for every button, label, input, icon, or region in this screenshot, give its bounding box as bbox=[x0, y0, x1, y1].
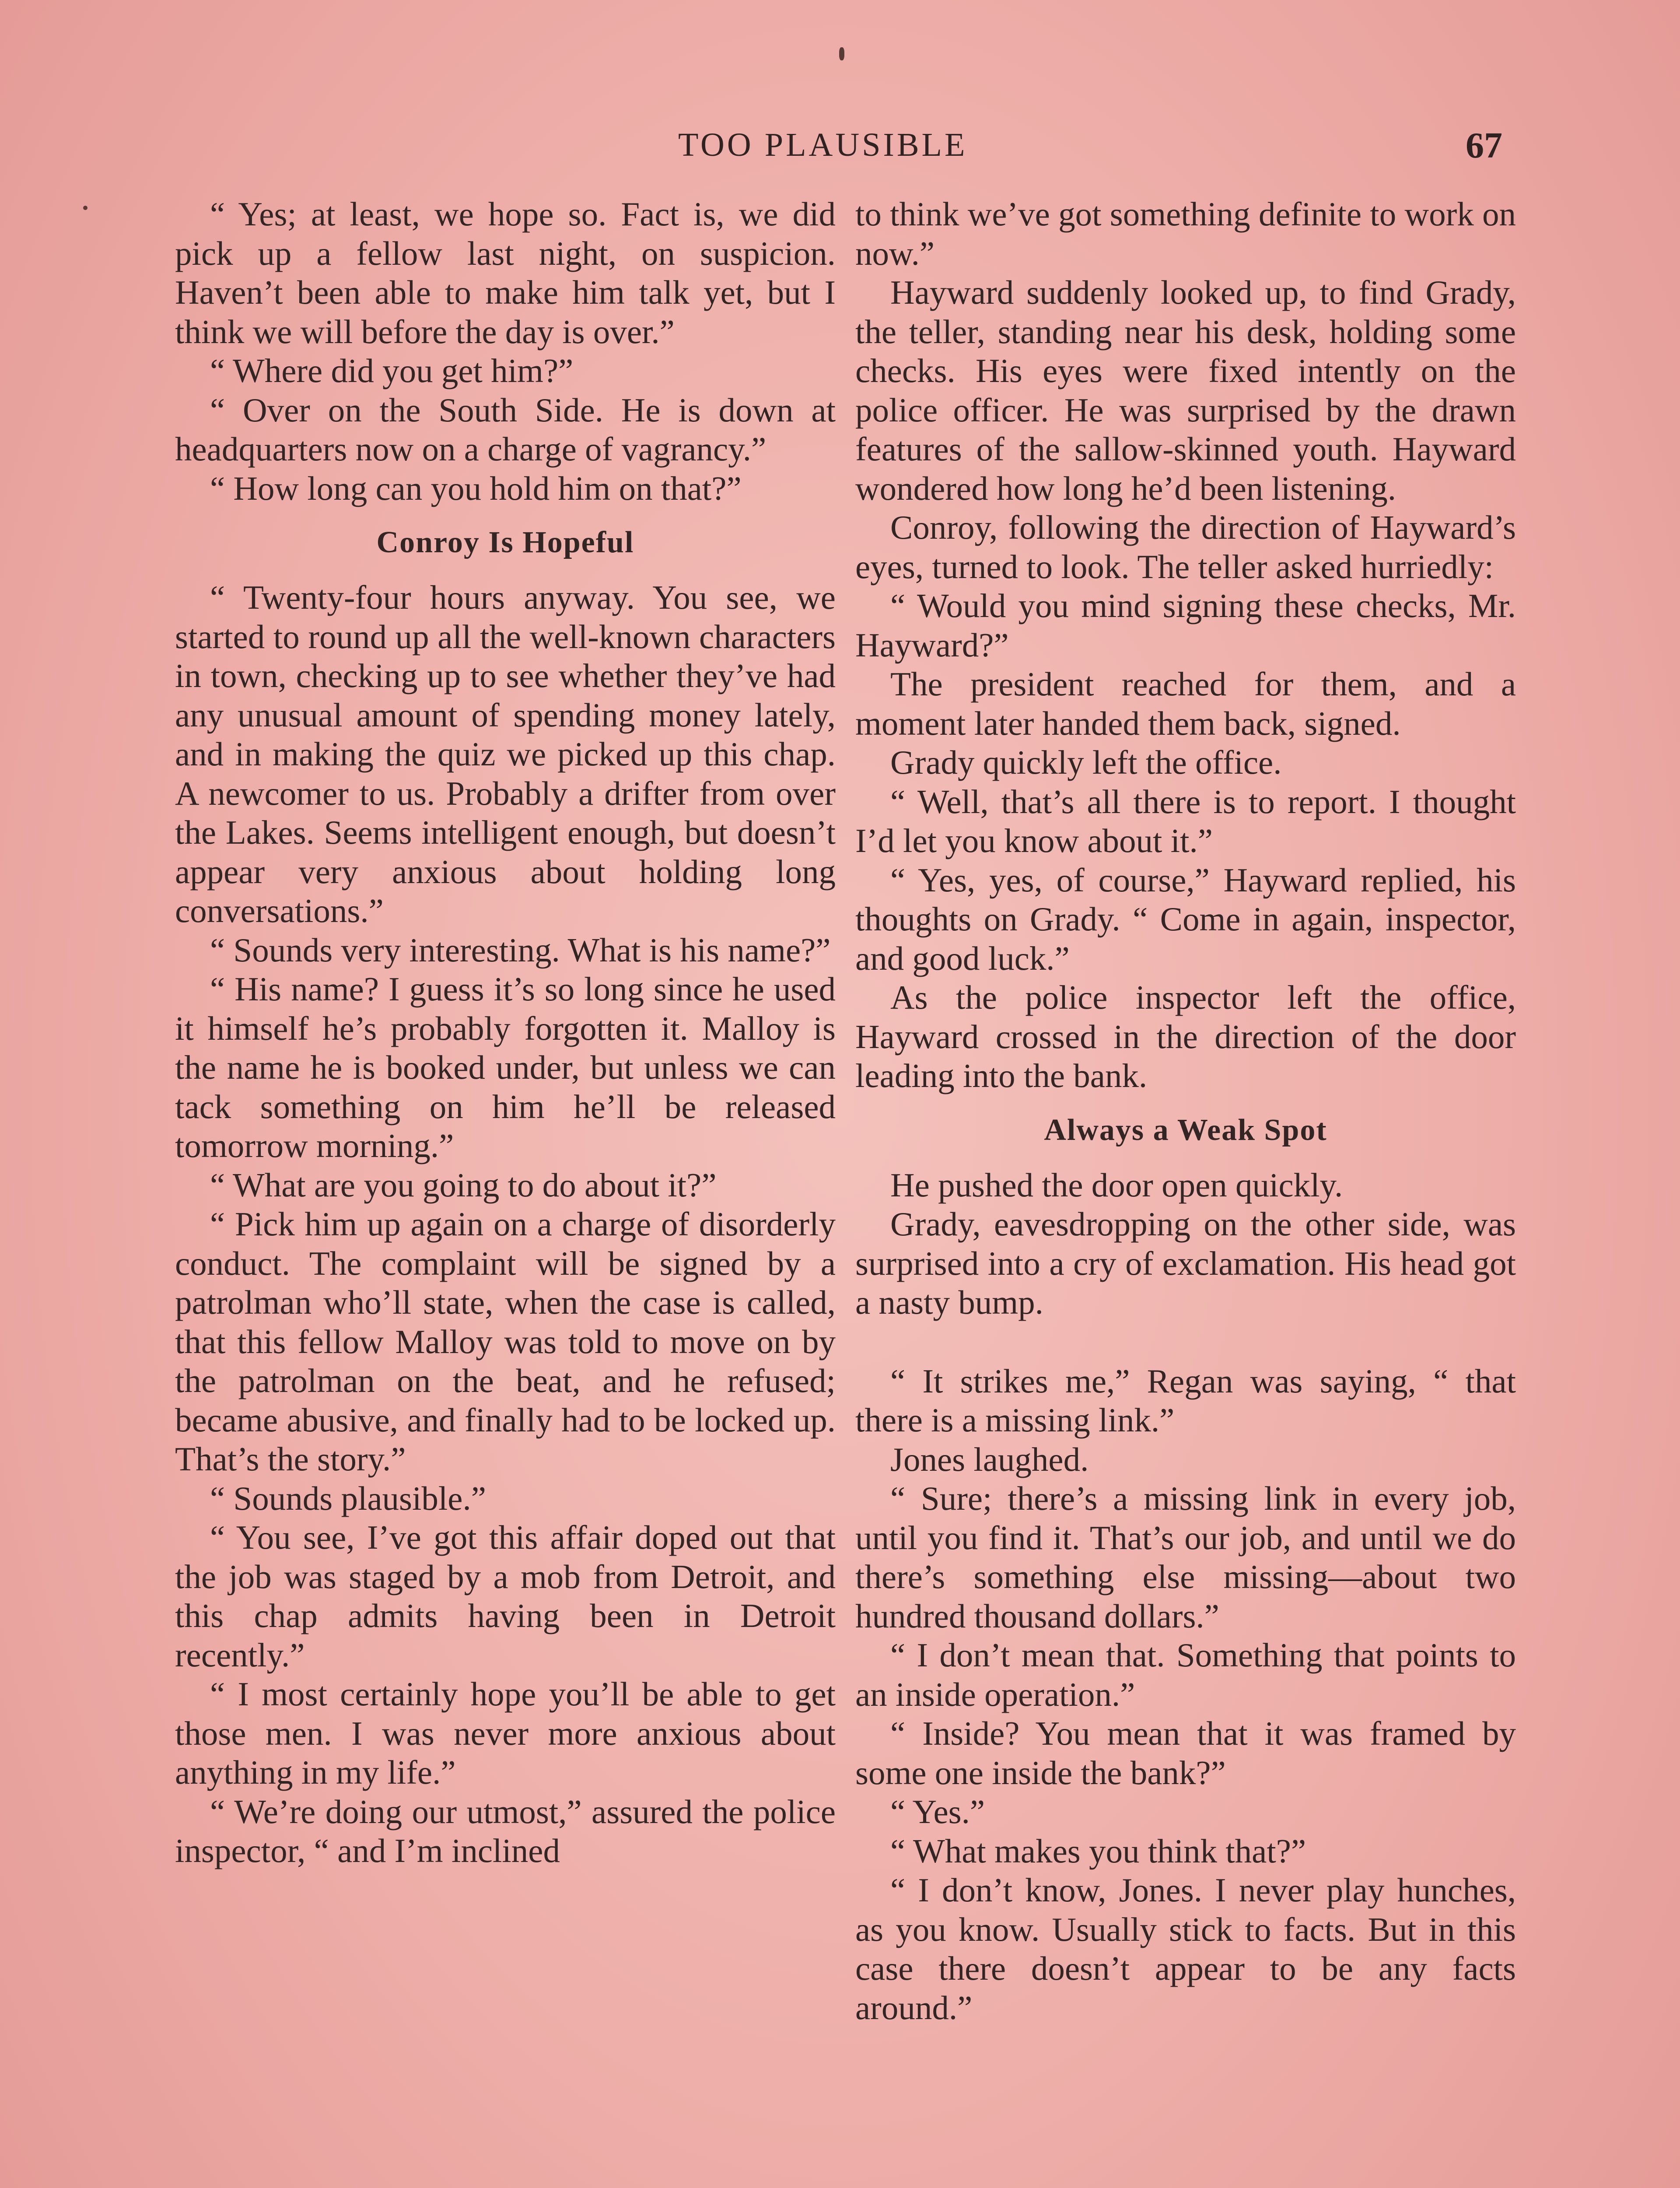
paragraph: The president reached for them, and a moment later handed them back, signed. bbox=[855, 665, 1516, 742]
right-column bbox=[855, 195, 1516, 2027]
paragraph: “ His name? I guess it’s so long since he used it himself he’s probably forgotten it. Malloy is the name he is booked under, but unless we can tack something on him he’ll be released tomorrow morning.” bbox=[175, 970, 836, 1164]
paragraph-continuation: to think we’ve got something definite to work on now.” bbox=[855, 195, 1516, 272]
paragraph: Grady, eavesdropping on the other side, was surprised into a cry of exclamation. His head got a nasty bump. bbox=[855, 1205, 1516, 1321]
paragraph: “ Over on the South Side. He is down at headquarters now on a charge of vagrancy.” bbox=[175, 391, 836, 468]
section-break bbox=[855, 1322, 1516, 1362]
running-title: TOO PLAUSIBLE bbox=[678, 126, 968, 163]
paragraph: “ How long can you hold him on that?” bbox=[210, 469, 742, 507]
paragraph: “ Inside? You mean that it was framed by some one inside the bank?” bbox=[855, 1715, 1516, 1792]
paragraph: Jones laughed. bbox=[890, 1440, 1089, 1478]
section-subhead: Conroy Is Hopeful bbox=[376, 526, 634, 559]
paragraph: “ What are you going to do about it?” bbox=[210, 1166, 717, 1204]
left-column bbox=[175, 195, 836, 1871]
paragraph: “ We’re doing our utmost,” assured the police inspector, “ and I’m inclined bbox=[175, 1792, 836, 1869]
paragraph: “ Well, that’s all there is to report. I thought I’d let you know about it.” bbox=[855, 782, 1516, 859]
paragraph: “ I don’t know, Jones. I never play hunches, as you know. Usually stick to facts. But in this case there doesn’t appear to be any facts around.” bbox=[855, 1871, 1516, 2027]
paragraph: “ Twenty-four hours anyway. You see, we started to round up all the well-known characters in town, checking up to see whether they’ve had any unusual amount of spending money lately, and in making the quiz we picked up this chap. A newcomer to us. Probably a drifter from over the Lakes. Seems intelligent enough, but doesn’t appear very anxious about holding long conversations.” bbox=[175, 579, 836, 929]
paragraph: “ Sounds very interesting. What is his name?” bbox=[210, 931, 831, 969]
page-header bbox=[0, 123, 1680, 175]
page-number: 67 bbox=[1466, 125, 1502, 166]
paragraph: As the police inspector left the office, Hayward crossed in the direction of the door leading into the bank. bbox=[855, 978, 1516, 1094]
paragraph: “ I don’t mean that. Something that points to an inside operation.” bbox=[855, 1636, 1516, 1713]
paragraph: “ Would you mind signing these checks, Mr. Hayward?” bbox=[855, 587, 1516, 664]
paragraph: “ Pick him up again on a charge of disorderly conduct. The complaint will be signed by a patrolman who’ll state, when the case is called, that this fellow Malloy was told to move on by the patrolman on the beat, and he refused; became abusive, and finally had to be locked up. That’s the story.” bbox=[175, 1205, 836, 1478]
ink-speck bbox=[83, 206, 88, 210]
paragraph: “ Where did you get him?” bbox=[210, 352, 574, 389]
paragraph: “ Yes, yes, of course,” Hayward replied, his thoughts on Grady. “ Come in again, inspector, and good luck.” bbox=[855, 861, 1516, 977]
paragraph: He pushed the door open quickly. bbox=[890, 1166, 1343, 1204]
paragraph: “ Sure; there’s a missing link in every job, until you find it. That’s our job, and until we do there’s something else missing—about two hundred thousand dollars.” bbox=[855, 1480, 1516, 1635]
paragraph: “ It strikes me,” Regan was saying, “ that there is a missing link.” bbox=[855, 1362, 1516, 1439]
paragraph: “ What makes you think that?” bbox=[890, 1832, 1306, 1870]
paragraph: Hayward suddenly looked up, to find Grady, the teller, standing near his desk, holding some checks. His eyes were fixed intently on the police officer. He was surprised by the drawn features of the sallow-skinned youth. Hayward wondered how long he’d been listening. bbox=[855, 274, 1516, 507]
paragraph: “ Sounds plausible.” bbox=[210, 1479, 486, 1517]
paragraph: “ You see, I’ve got this affair doped out that the job was staged by a mob from Detroit, and this chap admits having been in Detroit recently.” bbox=[175, 1518, 836, 1674]
paragraph: Grady quickly left the office. bbox=[890, 743, 1282, 781]
paragraph: Conroy, following the direction of Hayward’s eyes, turned to look. The teller asked hurriedly: bbox=[855, 508, 1516, 586]
paragraph: “ Yes.” bbox=[890, 1793, 985, 1830]
paragraph: “ Yes; at least, we hope so. Fact is, we did pick up a fellow last night, on suspicion. Haven’t been able to make him talk yet, but I think we will before the day is over.” bbox=[175, 195, 836, 351]
paragraph: “ I most certainly hope you’ll be able to get those men. I was never more anxious about anything in my life.” bbox=[175, 1675, 836, 1791]
section-subhead: Always a Weak Spot bbox=[1044, 1113, 1327, 1147]
ink-speck bbox=[839, 47, 844, 60]
